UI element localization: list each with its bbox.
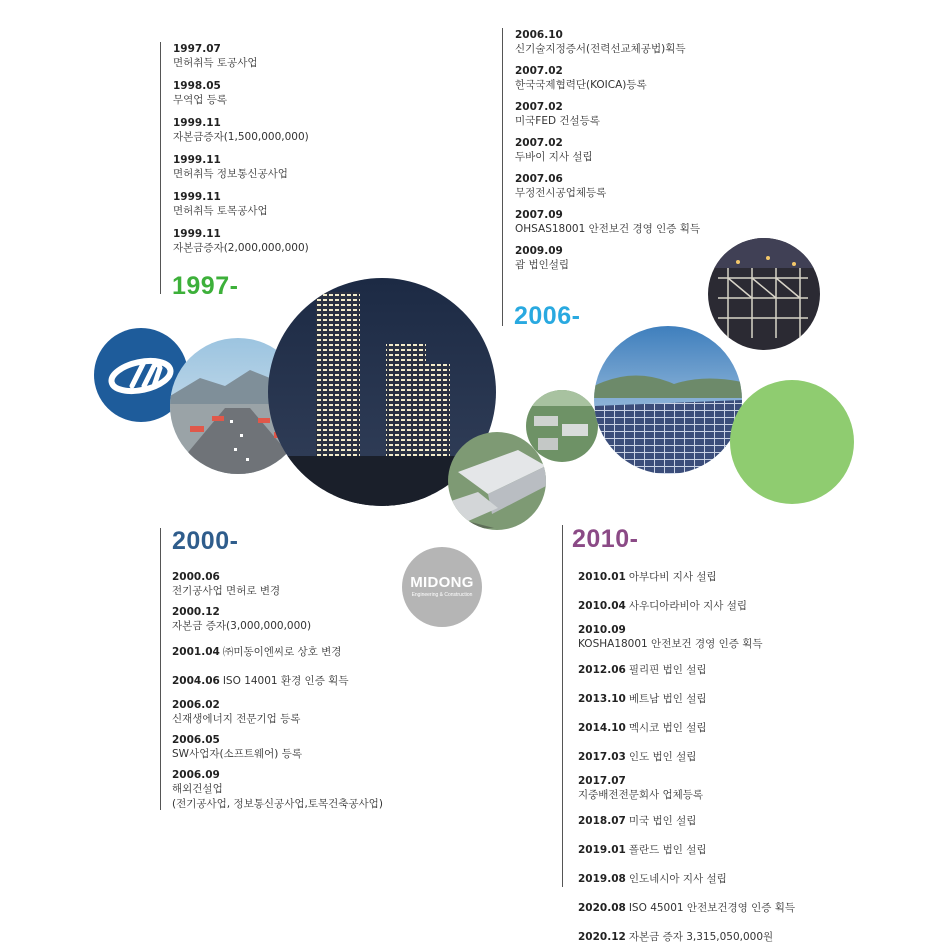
entry-description: 무역업 등록 <box>173 94 228 106</box>
entry-description: 괌 법인설립 <box>515 259 570 271</box>
entry-description: ISO 14001 환경 인증 획득 <box>222 675 349 687</box>
entry-date: 1999.11 <box>173 228 221 240</box>
timeline-entry <box>578 838 898 858</box>
entry-date: 1997.07 <box>173 43 221 55</box>
entry-description: 베트남 법인 설립 <box>628 693 707 705</box>
entry-date: 2013.10 <box>578 693 626 705</box>
entry-description: 해외건설업 <box>172 783 223 795</box>
entry-description: KOSHA18001 안전보건 경영 인증 획득 <box>578 638 763 650</box>
timeline-entry <box>173 116 473 145</box>
timeline-entry <box>173 42 473 71</box>
timeline-entry <box>173 227 473 256</box>
entry-date: 2020.12 <box>578 931 626 943</box>
entry-description: 자본금 증자(3,000,000,000) <box>172 620 312 632</box>
entry-date: 2010.01 <box>578 571 626 583</box>
entry-description: 전기공사업 면허로 변경 <box>172 585 281 597</box>
entry-date: 2006.09 <box>172 769 220 781</box>
entry-date: 2019.01 <box>578 844 626 856</box>
timeline-2010-line <box>562 525 563 887</box>
era-2010-label: 2010- <box>572 525 639 553</box>
timeline-entry <box>578 774 898 803</box>
timeline-2000-line <box>160 528 161 810</box>
entry-description: 신기술지정증서(전력선교체공법)획득 <box>515 43 686 55</box>
entry-description: 면허취득 정보통신공사업 <box>173 168 288 180</box>
green-decor-circle <box>730 380 854 504</box>
entry-date: 2007.02 <box>515 137 563 149</box>
timeline-entry <box>578 687 898 707</box>
timeline-entry <box>515 64 815 93</box>
entry-date: 2017.03 <box>578 751 626 763</box>
entry-date: 1999.11 <box>173 191 221 203</box>
entry-description: 아부다비 지사 설립 <box>628 571 717 583</box>
timeline-entry <box>172 733 472 762</box>
timeline-entry <box>578 623 898 652</box>
timeline-entry <box>578 745 898 765</box>
entry-date: 2012.06 <box>578 664 626 676</box>
timeline-entry <box>578 565 898 585</box>
entry-date: 1999.11 <box>173 154 221 166</box>
entry-description: ㈜미동이엔씨로 상호 변경 <box>222 646 342 658</box>
timeline-entry <box>578 896 898 916</box>
timeline-entry <box>173 79 473 108</box>
factory-aerial-photo <box>448 432 546 530</box>
entry-date: 2006.05 <box>172 734 220 746</box>
entry-date: 2006.10 <box>515 29 563 41</box>
entry-description: 미국 법인 설립 <box>628 815 697 827</box>
entry-date: 2014.10 <box>578 722 626 734</box>
timeline-entry <box>172 669 472 689</box>
entry-description: 미국FED 건설등록 <box>515 115 600 127</box>
entry-description: 신재생에너지 전문기업 등록 <box>172 713 301 725</box>
era-2000-label: 2000- <box>172 527 239 555</box>
substation-photo <box>708 238 820 350</box>
entry-description: OHSAS18001 안전보건 경영 인증 획득 <box>515 223 701 235</box>
entry-date: 2009.09 <box>515 245 563 257</box>
timeline-entry <box>578 594 898 614</box>
entry-date: 1998.05 <box>173 80 221 92</box>
timeline-entry <box>172 768 472 812</box>
entry-description: 자본금증자(1,500,000,000) <box>173 131 309 143</box>
timeline-entry <box>173 153 473 182</box>
campus-aerial-photo <box>526 390 598 462</box>
entry-date: 2007.06 <box>515 173 563 185</box>
timeline-entry <box>578 716 898 736</box>
entry-description: SW사업자(소프트웨어) 등록 <box>172 748 303 760</box>
entry-description: 멕시코 법인 설립 <box>628 722 707 734</box>
timeline-entry <box>578 809 898 829</box>
entry-description: 폴란드 법인 설립 <box>628 844 707 856</box>
entry-description: 인도네시아 지사 설립 <box>628 873 727 885</box>
entry-description: 두바이 지사 설립 <box>515 151 593 163</box>
era-1997-label: 1997- <box>172 272 239 300</box>
timeline-entry <box>515 100 815 129</box>
entry-date: 2007.09 <box>515 209 563 221</box>
timeline-entry <box>515 136 815 165</box>
entry-date: 2019.08 <box>578 873 626 885</box>
entry-description: 한국국제협력단(KOICA)등록 <box>515 79 647 91</box>
timeline-entry <box>515 172 815 201</box>
entry-date: 2000.06 <box>172 571 220 583</box>
timeline-entry <box>172 698 472 727</box>
entry-description: 무정전시공업체등록 <box>515 187 607 199</box>
timeline-2010 <box>578 565 898 945</box>
entry-date: 2017.07 <box>578 775 626 787</box>
entry-date: 2010.09 <box>578 624 626 636</box>
timeline-entry <box>578 658 898 678</box>
era-2006-label: 2006- <box>514 302 581 330</box>
entry-description: 사우디아라비아 지사 설립 <box>628 600 748 612</box>
entry-date: 2004.06 <box>172 675 220 687</box>
entry-description: ISO 45001 안전보건경영 인증 획득 <box>628 902 796 914</box>
midong-logo-name: MIDONG <box>410 574 474 591</box>
entry-description: 필리핀 법인 설립 <box>628 664 707 676</box>
entry-date: 2020.08 <box>578 902 626 914</box>
timeline-entry <box>172 640 472 660</box>
entry-description: 면허취득 토공사업 <box>173 57 258 69</box>
entry-description: 지중배전전문회사 업체등록 <box>578 789 704 801</box>
entry-description: 인도 법인 설립 <box>628 751 697 763</box>
entry-date: 2001.04 <box>172 646 220 658</box>
midong-logo-subtitle: Engineering & Construction <box>411 592 473 598</box>
timeline-entry <box>578 867 898 887</box>
entry-date: 2018.07 <box>578 815 626 827</box>
entry-date: 2010.04 <box>578 600 626 612</box>
entry-description: 자본금증자(2,000,000,000) <box>173 242 309 254</box>
timeline-entry <box>578 925 898 945</box>
timeline-entry <box>515 28 815 57</box>
entry-description: 자본금 증자 3,315,050,000원 <box>628 931 774 943</box>
entry-date: 2007.02 <box>515 101 563 113</box>
entry-date: 1999.11 <box>173 117 221 129</box>
timeline-entry <box>515 208 815 237</box>
entry-date: 2006.02 <box>172 699 220 711</box>
midong-logo <box>402 547 482 627</box>
solar-panel-photo <box>594 326 742 474</box>
entry-date: 2007.02 <box>515 65 563 77</box>
timeline-1997 <box>160 42 473 294</box>
entry-date: 2000.12 <box>172 606 220 618</box>
entry-description-detail: (전기공사업, 정보통신공사업,토목건축공사업) <box>172 798 383 810</box>
entry-description: 면허취득 토목공사업 <box>173 205 268 217</box>
timeline-entry <box>173 190 473 219</box>
